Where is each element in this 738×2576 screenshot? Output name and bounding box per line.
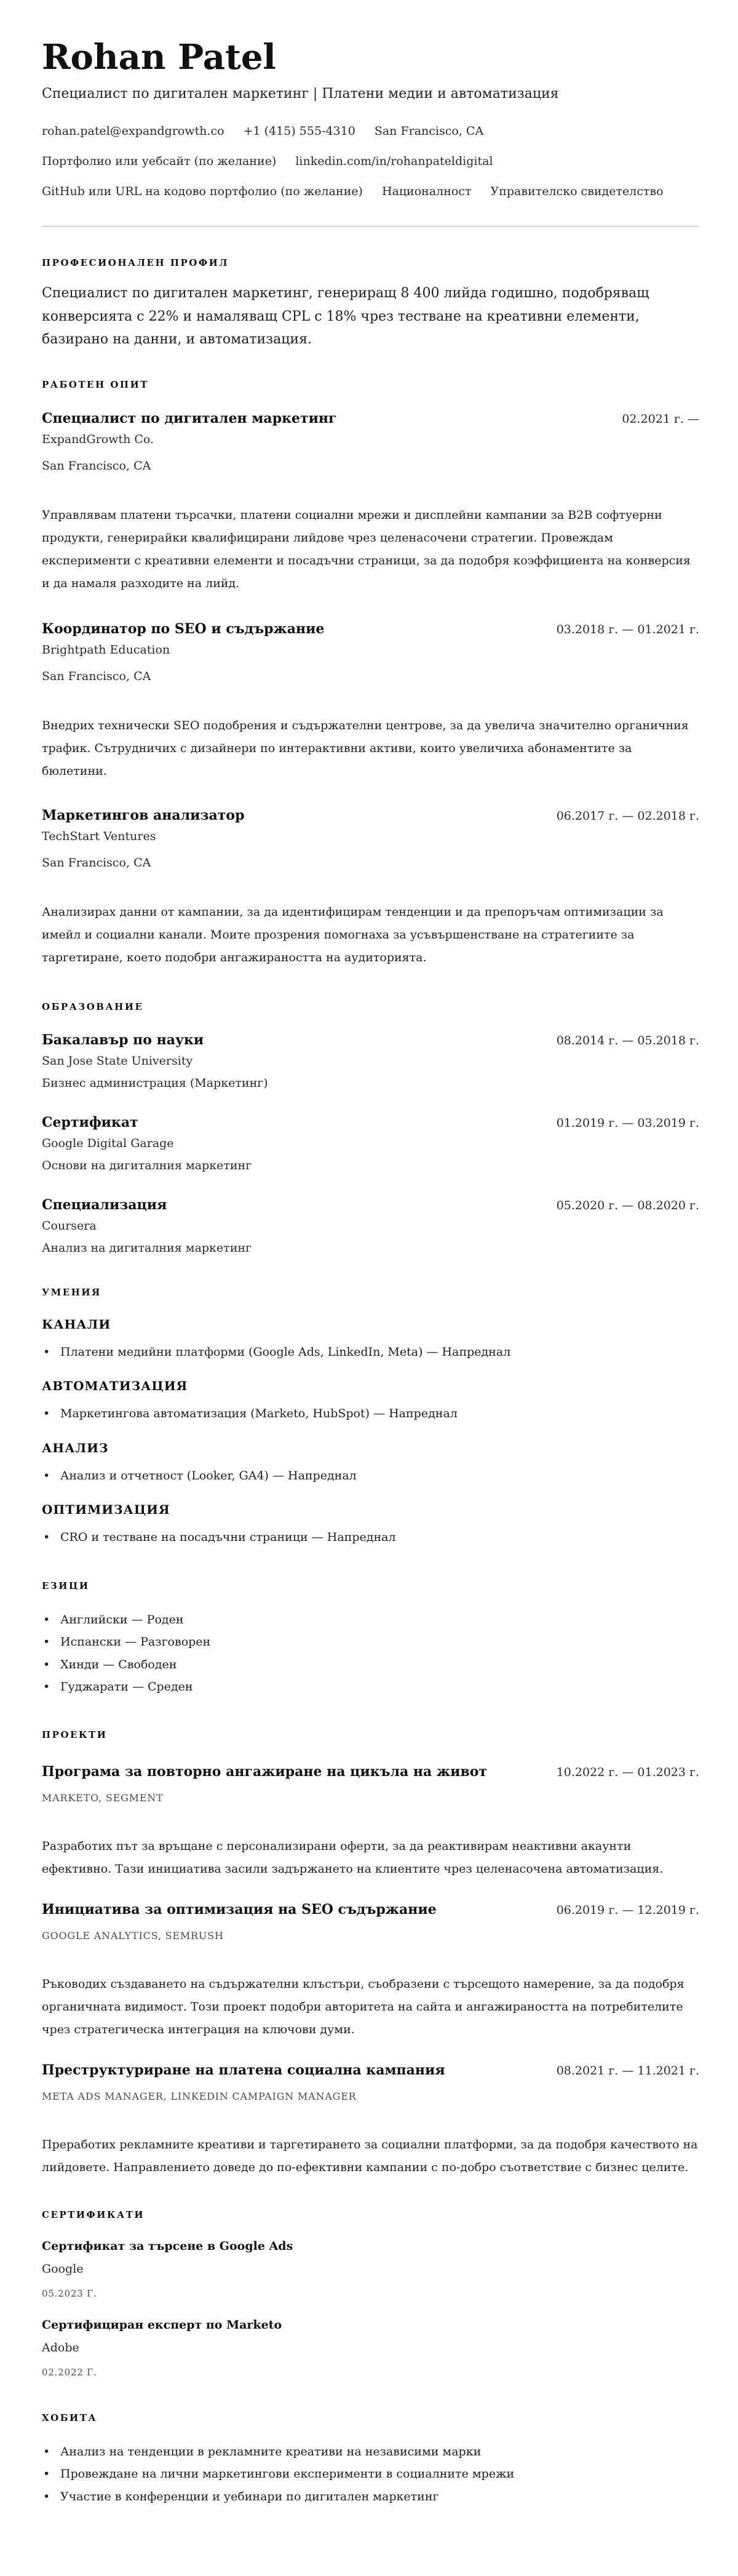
project-title: Инициатива за оптимизация на SEO съдържание xyxy=(42,1901,437,1918)
education-dates: 08.2014 г. — 05.2018 г. xyxy=(556,1033,699,1047)
contact-github[interactable]: GitHub или URL на кодово портфолио (по желание) xyxy=(42,185,363,198)
job-location: San Francisco, CA xyxy=(42,669,151,683)
project-dates: 10.2022 г. — 01.2023 г. xyxy=(556,1765,699,1779)
field-of-study: Бизнес администрация (Маркетинг) xyxy=(42,1076,268,1090)
degree: Сертификат xyxy=(42,1114,138,1130)
job-dates: 02.2021 г. — xyxy=(622,412,699,426)
certification-issuer: Adobe xyxy=(42,2340,79,2354)
languages-section xyxy=(42,1580,699,1698)
profile-summary: Специалист по дигитален маркетинг, генериращ 8 400 лийда годишно, подобряващ конверсията с 22% и намаляващ CPL с 18% чрез тестване на креативни елементи, базирано на данни, и автоматизация. xyxy=(42,286,649,347)
hobby-item: • Участие в конференции и уебинари по дигитален маркетинг xyxy=(42,2486,699,2508)
skill-item: • Анализ и отчетност (Looker, GA4) — Напреднал xyxy=(42,1465,699,1487)
header-divider xyxy=(42,226,699,227)
certifications-section xyxy=(42,2209,699,2379)
education-item xyxy=(42,1031,699,1092)
job-description: Внедрих технически SEO подобрения и съдържателни центрове, за да увелича значително органичния трафик. Сътрудничих с дизайнери по интерактивни активи, които увеличиха абонаментите за бюлетини. xyxy=(42,718,689,778)
field-of-study: Анализ на дигиталния маркетинг xyxy=(42,1241,252,1255)
job-location: San Francisco, CA xyxy=(42,458,151,473)
education-item xyxy=(42,1113,699,1174)
project-tech: META ADS MANAGER, LINKEDIN CAMPAIGN MANAGER xyxy=(42,2090,357,2102)
skill-category: КАНАЛИ xyxy=(42,1316,111,1332)
job-company: Brightpath Education xyxy=(42,642,170,657)
certification-date: 05.2023 Г. xyxy=(42,2287,97,2299)
certification-title: Сертификат за търсене в Google Ads xyxy=(42,2239,293,2253)
language-item: • Гуджарати — Среден xyxy=(42,1676,699,1698)
school: Google Digital Garage xyxy=(42,1136,174,1150)
language-item: • Английски — Роден xyxy=(42,1609,699,1631)
job-dates: 06.2017 г. — 02.2018 г. xyxy=(556,809,699,823)
contact-driving-license: Управителско свидетелство xyxy=(490,185,664,198)
section-heading: ПРОФЕСИОНАЛЕН ПРОФИЛ xyxy=(42,257,229,268)
skill-category: АВТОМАТИЗАЦИЯ xyxy=(42,1378,188,1393)
job-company: TechStart Ventures xyxy=(42,829,156,843)
education-dates: 01.2019 г. — 03.2019 г. xyxy=(556,1116,699,1130)
contact-email[interactable]: rohan.patel@expandgrowth.co xyxy=(42,124,224,138)
certification-item xyxy=(42,2238,699,2300)
contact-phone[interactable]: +1 (415) 555-4310 xyxy=(243,124,355,138)
project-description: Преработих рекламните креативи и таргетирането за социални платформи, за да подобря качеството на лийдовете. Направлението доведе до по-ефективни кампании с по-добро съответствие с бизнес целите. xyxy=(42,2137,698,2174)
project-title: Програма за повторно ангажиране на цикъла на живот xyxy=(42,1763,488,1780)
job-description: Управлявам платени търсачки, платени социални мрежи и дисплейни кампании за B2B софтуерни продукти, генерирайки квалифицирани лийдове чрез целенасочени стратегии. Провеждам експерименти с креативни елементи и посадъчни страници, за да подобря коэффициента на конверсия и да намаля разходите на лийд. xyxy=(42,508,691,590)
field-of-study: Основи на дигиталния маркетинг xyxy=(42,1158,252,1172)
experience-section xyxy=(42,378,699,969)
contact-linkedin[interactable]: linkedin.com/in/rohanpateldigital xyxy=(295,154,493,168)
project-description: Ръководих създаването на съдържателни клъстъри, съобразени с търсещото намерение, за да подобря органичната видимост. Този проект подобри авторитета на сайта и ангажираността на потребителите чрез стратегическа интеграция на ключови думи. xyxy=(42,1977,684,2036)
section-heading: ЕЗИЦИ xyxy=(42,1580,90,1591)
job-title: Специалист по дигитален маркетинг xyxy=(42,410,337,426)
skills-section xyxy=(42,1286,699,1549)
school: Coursera xyxy=(42,1218,97,1233)
language-item: • Хинди — Свободен xyxy=(42,1654,699,1676)
job-company: ExpandGrowth Co. xyxy=(42,432,154,446)
project-dates: 06.2019 г. — 12.2019 г. xyxy=(556,1903,699,1917)
education-dates: 05.2020 г. — 08.2020 г. xyxy=(556,1198,699,1212)
project-tech: GOOGLE ANALYTICS, SEMRUSH xyxy=(42,1929,224,1942)
job-dates: 03.2018 г. — 01.2021 г. xyxy=(556,622,699,636)
section-heading: СЕРТИФИКАТИ xyxy=(42,2209,145,2220)
skill-item: • Платени медийни платформи (Google Ads, LinkedIn, Meta) — Напреднал xyxy=(42,1341,699,1364)
certification-issuer: Google xyxy=(42,2262,84,2276)
hobbies-section xyxy=(42,2412,699,2508)
certification-item xyxy=(42,2317,699,2379)
section-heading: РАБОТЕН ОПИТ xyxy=(42,378,149,390)
section-heading: ОБРАЗОВАНИЕ xyxy=(42,1001,144,1012)
contact-portfolio[interactable]: Портфолио или уебсайт (по желание) xyxy=(42,154,277,168)
project-item xyxy=(42,2061,699,2179)
degree: Бакалавър по науки xyxy=(42,1031,204,1048)
education-section xyxy=(42,1001,699,1257)
contact-list xyxy=(42,122,699,201)
section-heading: ХОБИТА xyxy=(42,2412,98,2423)
project-tech: MARKETO, SEGMENT xyxy=(42,1791,164,1804)
skill-category: ОПТИМИЗАЦИЯ xyxy=(42,1502,170,1517)
job-description: Анализирах данни от кампании, за да идентифицирам тенденции и да препоръчам оптимизации за имейл и социални канали. Моите прозрения помогнаха за усъвършенстване на стратегиите за таргетиране, което подобри ангажираността на аудиторията. xyxy=(42,905,664,964)
job-title: Маркетингов анализатор xyxy=(42,807,245,823)
skill-category: АНАЛИЗ xyxy=(42,1440,109,1455)
hobby-item: • Провеждане на лични маркетингови експерименти в социалните мрежи xyxy=(42,2463,699,2486)
job-location: San Francisco, CA xyxy=(42,855,151,870)
school: San Jose State University xyxy=(42,1054,193,1068)
section-heading: УМЕНИЯ xyxy=(42,1286,101,1298)
experience-item xyxy=(42,620,699,783)
section-heading: ПРОЕКТИ xyxy=(42,1729,108,1740)
experience-item xyxy=(42,409,699,595)
headline: Специалист по дигитален маркетинг | Платени медии и автоматизация xyxy=(42,86,559,102)
certification-date: 02.2022 Г. xyxy=(42,2366,97,2378)
education-item xyxy=(42,1196,699,1257)
certification-title: Сертифициран експерт по Marketo xyxy=(42,2318,282,2332)
project-title: Преструктуриране на платена социална кампания xyxy=(42,2062,445,2078)
profile-section xyxy=(42,257,699,351)
hobby-item: • Анализ на тенденции в рекламните креативи на независими марки xyxy=(42,2441,699,2463)
project-dates: 08.2021 г. — 11.2021 г. xyxy=(556,2063,699,2078)
job-title: Координатор по SEO и съдържание xyxy=(42,620,325,637)
language-item: • Испански — Разговорен xyxy=(42,1631,699,1654)
projects-section xyxy=(42,1729,699,2179)
contact-nationality: Националност xyxy=(381,185,472,198)
resume-header xyxy=(42,38,699,201)
project-item xyxy=(42,1762,699,1881)
candidate-name: Rohan Patel xyxy=(42,37,276,78)
contact-location: San Francisco, CA xyxy=(374,124,484,138)
project-description: Разработих път за връщане с персонализирани оферти, за да реактивирам неактивни акаунти ефективно. Тази инициатива засили задържането на клиентите чрез целенасочена автоматизация. xyxy=(42,1839,664,1876)
degree: Специализация xyxy=(42,1196,167,1213)
skill-item: • Маркетингова автоматизация (Marketo, HubSpot) — Напреднал xyxy=(42,1402,699,1425)
skill-item: • CRO и тестване на посадъчни страници — Напреднал xyxy=(42,1526,699,1549)
project-item xyxy=(42,1900,699,2041)
experience-item xyxy=(42,806,699,969)
